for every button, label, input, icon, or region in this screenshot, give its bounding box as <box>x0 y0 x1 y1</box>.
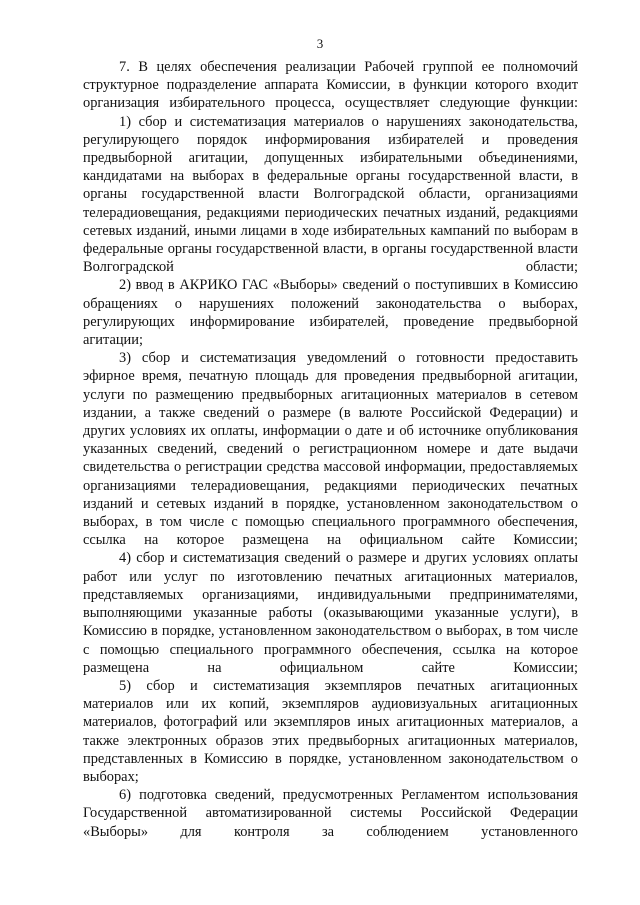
paragraph-7-intro: 7. В целях обеспечения реализации Рабочей группой ее полномочий структурное подразделение аппарата Комиссии, в функции которого входит организация избирательного процесса, осуществляет следующие функции: <box>83 59 578 112</box>
page-number: 3 <box>316 36 324 51</box>
list-item-6: 6) подготовка сведений, предусмотренных Регламентом использования Государственной автоматизированной системы Российской Федерации «Выборы» для контроля за соблюдением установленного <box>83 787 578 840</box>
list-item-4: 4) сбор и систематизация сведений о размере и других условиях оплаты работ или услуг по изготовлению печатных агитационных материалов, представляемых организациями, индивидуальными предпринимателями, выполняющими указанные работы (оказывающими указанные услуги), в Комиссию в порядке, установленном законодательством о выборах, в том числе с помощью специального программного обеспечения, ссылка на которое размещена на официальном сайте Комиссии; <box>83 550 578 676</box>
list-item-5: 5) сбор и систематизация экземпляров печатных агитационных материалов или их копий, экземпляров аудиовизуальных агитационных материалов, фотографий или экземпляров иных агитационных материалов, а также электронных образов этих предвыборных агитационных материалов, представленных в Комиссию в порядке, установленном законодательством о выборах; <box>83 677 578 785</box>
list-item-2: 2) ввод в АКРИКО ГАС «Выборы» сведений о поступивших в Комиссию обращениях о нарушениях положений законодательства о выборах, регулирующих информирование избирателей, проведение предвыборной агитации; <box>83 277 578 349</box>
list-item-1: 1) сбор и систематизация материалов о нарушениях законодательства, регулирующего порядок информирования избирателей и проведения предвыборной агитации, допущенных избирательными объединениями, кандидатами на выборах в федеральные органы государственной власти, в органы государственной власти Волгоградской области, организациями телерадиовещания, редакциями периодических печатных изданий, редакциями сетевых изданий, иными лицами в ходе избирательных кампаний по выборам в федеральные органы государственной власти, в органы государственной власти Волгоградской области; <box>83 113 578 276</box>
document-body <box>83 58 578 841</box>
list-item-3: 3) сбор и систематизация уведомлений о готовности предоставить эфирное время, печатную площадь для проведения предвыборной агитации, услуги по размещению предвыборных агитационных материалов в сетевом издании, а также сведений о размере (в валюте Российской Федерации) и других условиях их оплаты, информации о дате и об источнике опубликования указанных сведений, сведений о регистрационном номере и дате выдачи свидетельства о регистрации средства массовой информации, предоставляемых организациями телерадиовещания, редакциями периодических печатных изданий и сетевых изданий в порядке, установленном законодательством о выборах, в том числе с помощью специального программного обеспечения, ссылка на которое размещена на официальном сайте Комиссии; <box>83 350 578 549</box>
